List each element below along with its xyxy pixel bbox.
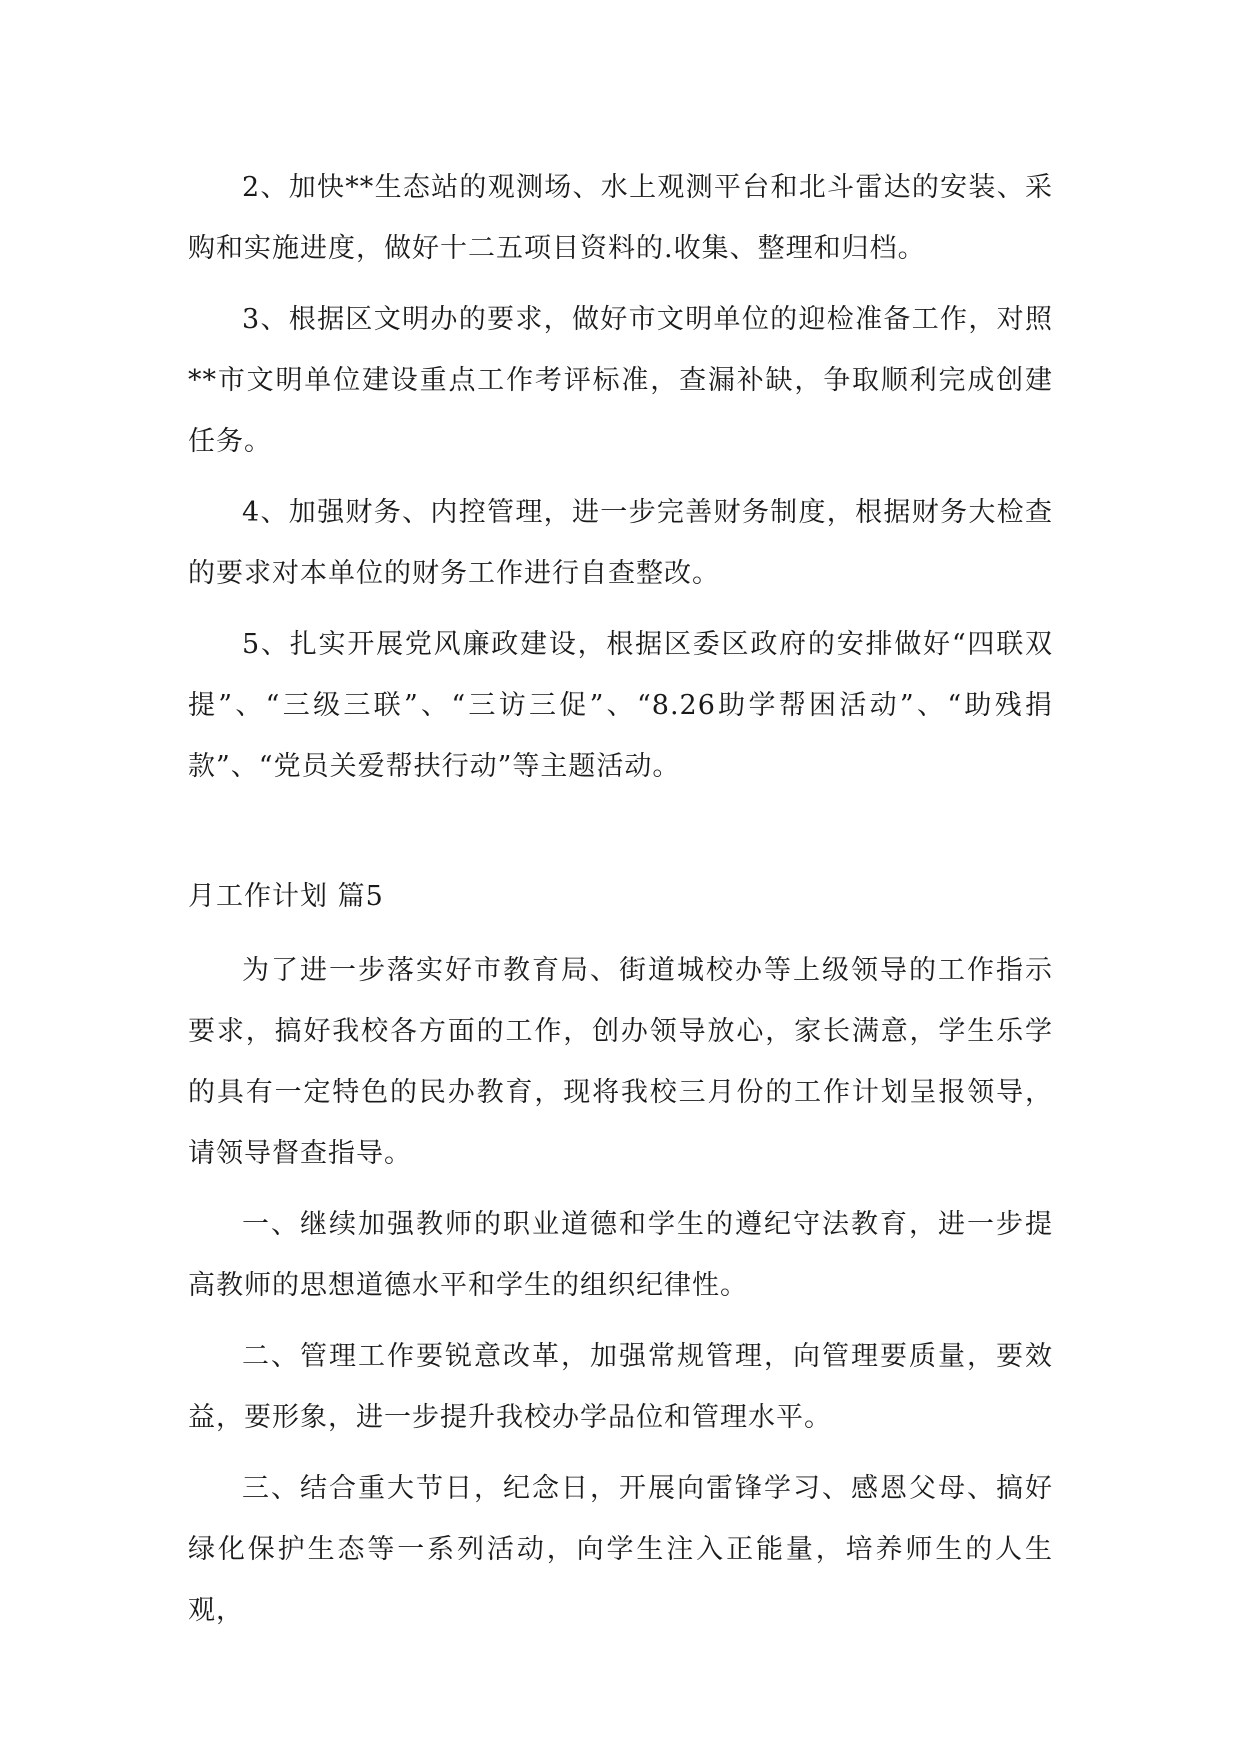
paragraph-item-4: 4、加强财务、内控管理，进一步完善财务制度，根据财务大检查的要求对本单位的财务工作进行自查整改。: [188, 497, 1053, 589]
section-heading: 月工作计划 篇5: [188, 881, 384, 912]
intro-paragraph: 为了进一步落实好市教育局、街道城校办等上级领导的工作指示要求，搞好我校各方面的工作，创办领导放心，家长满意，学生乐学的具有一定特色的民办教育，现将我校三月份的工作计划呈报领导，请领导督查指导。: [188, 955, 1053, 1169]
work-items-section: [188, 157, 1053, 807]
plan-item-2: 二、管理工作要锐意改革，加强常规管理，向管理要质量，要效益，要形象，进一步提升我校办学品位和管理水平。: [188, 1341, 1053, 1433]
plan-item-3: 三、结合重大节日，纪念日，开展向雷锋学习、感恩父母、搞好绿化保护生态等一系列活动，向学生注入正能量，培养师生的人生观，: [188, 1473, 1053, 1626]
paragraph-item-3: 3、根据区文明办的要求，做好市文明单位的迎检准备工作，对照**市文明单位建设重点工作考评标准，查漏补缺，争取顺利完成创建任务。: [188, 304, 1053, 457]
plan-section-body: [188, 940, 1053, 1651]
paragraph-item-5: 5、扎实开展党风廉政建设，根据区委区政府的安排做好“四联双提”、“三级三联”、“三访三促”、“8.26助学帮困活动”、“助残捐款”、“党员关爱帮扶行动”等主题活动。: [188, 629, 1053, 782]
plan-item-1: 一、继续加强教师的职业道德和学生的遵纪守法教育，进一步提高教师的思想道德水平和学生的组织纪律性。: [188, 1209, 1053, 1301]
paragraph-item-2: 2、加快**生态站的观测场、水上观测平台和北斗雷达的安装、采购和实施进度，做好十二五项目资料的.收集、整理和归档。: [188, 172, 1053, 264]
